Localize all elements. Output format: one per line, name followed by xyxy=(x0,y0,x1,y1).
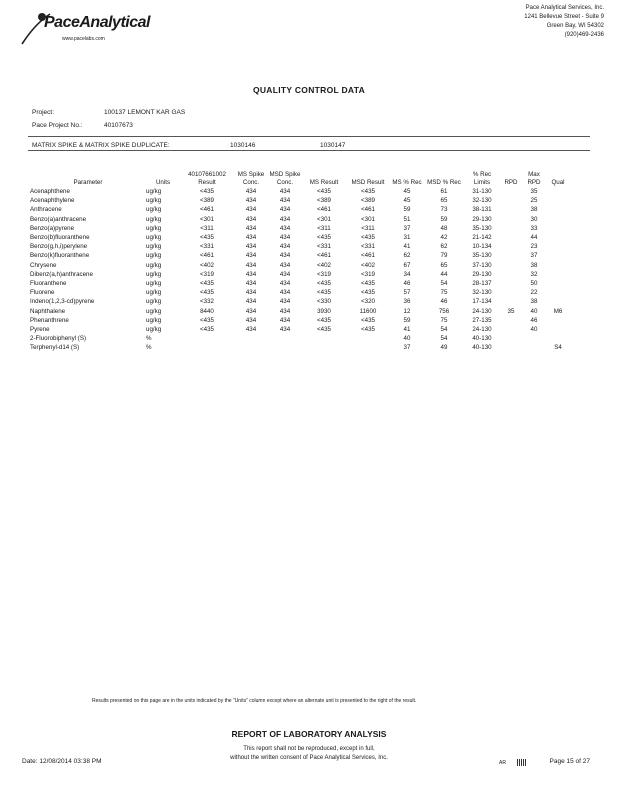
msd-id: 1030147 xyxy=(320,142,346,149)
report-date: Date: 12/08/2014 03:38 PM xyxy=(22,758,102,765)
cell-msd-spike xyxy=(268,334,302,343)
cell-ms-spike: 434 xyxy=(245,206,257,214)
cell-units: ug/kg xyxy=(146,280,162,288)
cell-ms-rec: 36 xyxy=(403,298,411,306)
cell-parameter: Indeno(1,2,3-cd)pyrene xyxy=(30,298,95,306)
cell-units: % xyxy=(146,335,152,343)
cell-msd-result: <311 xyxy=(361,224,375,232)
cell-ms-result: <435 xyxy=(317,289,331,297)
cell-msd-rec: 61 xyxy=(440,188,448,195)
column-header: MS Result xyxy=(309,179,339,186)
cell-ms-spike: 434 xyxy=(245,252,257,260)
cell-original-result: <435 xyxy=(200,280,214,288)
cell-max-rpd: 38 xyxy=(530,206,538,214)
table-row xyxy=(30,297,570,306)
cell-parameter: Benzo(a)anthracene xyxy=(30,215,87,223)
cell-msd-spike: 434 xyxy=(279,197,291,205)
cell-parameter: Chrysene xyxy=(30,261,57,269)
cell-max-rpd: 38 xyxy=(530,261,538,269)
cell-msd-result: <435 xyxy=(361,316,375,324)
cell-ms-result: <389 xyxy=(317,197,331,205)
column-header: Units xyxy=(155,179,171,186)
cell-msd-result: <435 xyxy=(361,289,375,297)
column-header: Parameter xyxy=(73,179,103,186)
cell-original-result: <435 xyxy=(200,316,214,324)
table-row xyxy=(30,334,570,343)
cell-original-result: <301 xyxy=(200,215,214,223)
cell-parameter: Terphenyl-d14 (S) xyxy=(30,344,80,352)
cell-ms-spike: 434 xyxy=(245,234,257,242)
cell-units: ug/kg xyxy=(146,188,162,195)
cell-msd-spike: 434 xyxy=(279,261,291,269)
table-row xyxy=(30,251,570,260)
address-line: 1241 Bellevue Street - Suite 9 xyxy=(524,14,604,20)
disclaimer-line: without the written consent of Pace Analytical Services, Inc. xyxy=(230,755,388,761)
cell-parameter: Pyrene xyxy=(30,326,50,334)
cell-ms-result: 3930 xyxy=(317,307,331,315)
cell-limits: 32-130 xyxy=(472,289,492,297)
cell-limits: 10-134 xyxy=(472,243,492,251)
cell-limits: 24-130 xyxy=(472,326,492,334)
cell-msd-rec: 54 xyxy=(440,326,448,334)
cell-qual xyxy=(546,196,570,205)
cell-original-result: <331 xyxy=(200,243,214,251)
cell-original-result: <435 xyxy=(200,289,214,297)
cell-rpd xyxy=(500,343,522,352)
cell-limits: 37-130 xyxy=(472,261,492,269)
cell-msd-result: <389 xyxy=(361,197,375,205)
table-row xyxy=(30,205,570,214)
cell-msd-spike: 434 xyxy=(279,270,291,278)
cell-msd-result xyxy=(346,334,390,343)
table-row xyxy=(30,343,570,352)
project-label: Project: xyxy=(32,109,55,116)
cell-msd-spike xyxy=(268,343,302,352)
cell-msd-spike: 434 xyxy=(279,224,291,232)
cell-msd-rec: 756 xyxy=(438,307,450,315)
cell-ms-rec: 37 xyxy=(403,224,411,232)
cell-rpd xyxy=(500,196,522,205)
cell-units: ug/kg xyxy=(146,289,162,297)
cell-limits: 29-130 xyxy=(472,270,492,278)
cell-ms-spike: 434 xyxy=(245,197,257,205)
cell-qual xyxy=(546,224,570,233)
cell-qual xyxy=(546,288,570,297)
cell-ms-result: <435 xyxy=(317,280,331,288)
cell-qual: M6 xyxy=(553,307,563,315)
cell-ms-spike xyxy=(234,343,268,352)
cell-original-result: <435 xyxy=(200,188,214,195)
cell-ms-rec: 12 xyxy=(403,307,411,315)
cell-original-result: <319 xyxy=(200,270,214,278)
cell-parameter: Phenanthrene xyxy=(30,316,69,324)
cell-msd-spike: 434 xyxy=(279,188,291,195)
table-row xyxy=(30,261,570,270)
cell-qual xyxy=(546,242,570,251)
table-row xyxy=(30,288,570,297)
cell-parameter: Benzo(b)fluoranthene xyxy=(30,234,90,242)
cell-ms-spike: 434 xyxy=(245,270,257,278)
cell-msd-rec: 59 xyxy=(440,215,448,223)
cell-ms-result: <461 xyxy=(317,252,331,260)
cell-ms-rec: 67 xyxy=(403,261,411,269)
column-header: Qual xyxy=(551,179,565,186)
cell-ms-result: <402 xyxy=(317,261,331,269)
cell-max-rpd xyxy=(522,343,546,352)
cell-msd-rec: 54 xyxy=(440,335,448,343)
cell-msd-rec: 62 xyxy=(440,243,448,251)
cell-msd-rec: 42 xyxy=(440,234,448,242)
table-row xyxy=(30,215,570,224)
cell-original-result: <461 xyxy=(200,252,214,260)
cell-qual xyxy=(546,334,570,343)
cell-qual xyxy=(546,261,570,270)
cell-msd-spike: 434 xyxy=(279,316,291,324)
cell-ms-rec: 51 xyxy=(403,215,411,223)
cell-parameter: Dibenz(a,h)anthracene xyxy=(30,270,93,278)
divider xyxy=(28,136,590,137)
cell-limits: 24-130 xyxy=(472,307,492,315)
cell-msd-result: <435 xyxy=(361,234,375,242)
cell-rpd xyxy=(500,205,522,214)
cell-ms-result: <435 xyxy=(317,188,331,195)
cell-original-result xyxy=(180,334,234,343)
cell-units: ug/kg xyxy=(146,197,162,205)
cell-msd-rec: 49 xyxy=(440,344,448,352)
cell-qual: S4 xyxy=(554,344,562,352)
cell-limits: 35-130 xyxy=(472,252,492,260)
cell-units: ug/kg xyxy=(146,270,162,278)
cell-ms-spike xyxy=(234,334,268,343)
cell-rpd xyxy=(500,251,522,260)
cell-msd-rec: 65 xyxy=(440,197,448,205)
cell-ms-rec: 40 xyxy=(403,335,411,343)
cell-limits: 27-135 xyxy=(472,316,492,324)
cell-msd-result: <461 xyxy=(361,252,375,260)
cell-ms-spike: 434 xyxy=(245,243,257,251)
cell-max-rpd: 35 xyxy=(530,188,538,195)
cell-units: ug/kg xyxy=(146,307,162,315)
cell-ms-result: <435 xyxy=(317,326,331,334)
cell-ms-spike: 434 xyxy=(245,316,257,324)
cell-ms-spike: 434 xyxy=(245,215,257,223)
cell-max-rpd xyxy=(522,334,546,343)
address-line: (920)469-2436 xyxy=(564,32,604,38)
cell-ms-result: <435 xyxy=(317,234,331,242)
cell-rpd xyxy=(500,334,522,343)
cell-parameter: Naphthalene xyxy=(30,307,66,315)
cell-msd-result: <320 xyxy=(361,298,375,306)
cell-qual xyxy=(546,187,570,196)
cell-ms-result xyxy=(302,343,346,352)
project-value: 100137 LEMONT KAR GAS xyxy=(104,109,186,116)
cell-msd-result: <301 xyxy=(361,215,375,223)
column-header: % Rec Limits xyxy=(472,171,492,186)
logo: PaceAnalytical xyxy=(44,14,150,31)
cell-units: ug/kg xyxy=(146,206,162,214)
cell-max-rpd: 22 xyxy=(530,289,538,297)
cell-ms-result: <319 xyxy=(317,270,331,278)
cell-units: ug/kg xyxy=(146,234,162,242)
cell-rpd: 35 xyxy=(507,307,515,315)
cell-limits: 29-130 xyxy=(472,215,492,223)
cell-ms-result: <435 xyxy=(317,316,331,324)
cell-limits: 35-130 xyxy=(472,224,492,232)
cell-ms-result: <301 xyxy=(317,215,331,223)
cell-units: ug/kg xyxy=(146,215,162,223)
cell-msd-spike: 434 xyxy=(279,289,291,297)
table-row xyxy=(30,307,570,316)
cell-msd-result: <435 xyxy=(361,280,375,288)
pace-project-value: 40107673 xyxy=(104,122,133,129)
table-row xyxy=(30,279,570,288)
logo-url: www.pacelabs.com xyxy=(62,36,105,42)
cell-units: ug/kg xyxy=(146,252,162,260)
cell-limits: 40-130 xyxy=(472,344,492,352)
cell-ms-spike: 434 xyxy=(245,289,257,297)
cell-parameter: Fluorene xyxy=(30,289,55,297)
cell-original-result: <435 xyxy=(200,234,214,242)
table-row xyxy=(30,316,570,325)
address-line: Green Bay, WI 54302 xyxy=(546,23,604,29)
cell-msd-rec: 73 xyxy=(440,206,448,214)
table-row xyxy=(30,196,570,205)
cell-msd-spike: 434 xyxy=(279,307,291,315)
cell-msd-spike: 434 xyxy=(279,280,291,288)
column-header: MSD Result xyxy=(351,179,385,186)
cell-ms-rec: 45 xyxy=(403,188,411,195)
cell-qual xyxy=(546,279,570,288)
address-line: Pace Analytical Services, Inc. xyxy=(525,5,604,11)
cell-ms-spike: 434 xyxy=(245,307,257,315)
lab-address xyxy=(524,4,604,40)
cell-max-rpd: 32 xyxy=(530,270,538,278)
cell-rpd xyxy=(500,316,522,325)
qc-table xyxy=(30,163,570,353)
cell-ms-rec: 59 xyxy=(403,316,411,324)
cell-original-result: <461 xyxy=(200,206,214,214)
cell-rpd xyxy=(500,242,522,251)
cell-parameter: 2-Fluorobiphenyl (S) xyxy=(30,335,87,343)
cell-max-rpd: 23 xyxy=(530,243,538,251)
report-title: REPORT OF LABORATORY ANALYSIS xyxy=(231,729,387,739)
cell-ms-spike: 434 xyxy=(245,298,257,306)
cell-max-rpd: 40 xyxy=(530,307,538,315)
cell-original-result: <435 xyxy=(200,326,214,334)
cell-msd-result: <435 xyxy=(361,188,375,195)
cell-msd-result: <331 xyxy=(361,243,375,251)
cell-qual xyxy=(546,316,570,325)
column-header: MSD Spike Conc. xyxy=(269,171,301,186)
cell-msd-rec: 75 xyxy=(440,289,448,297)
cell-msd-result: <319 xyxy=(361,270,375,278)
cell-ms-spike: 434 xyxy=(245,261,257,269)
table-row xyxy=(30,242,570,251)
cell-rpd xyxy=(500,261,522,270)
column-header: MSD % Rec xyxy=(427,179,461,186)
cell-msd-spike: 434 xyxy=(279,298,291,306)
cell-rpd xyxy=(500,224,522,233)
cell-ms-spike: 434 xyxy=(245,188,257,195)
cell-qual xyxy=(546,233,570,242)
cell-msd-spike: 434 xyxy=(279,252,291,260)
cell-qual xyxy=(546,215,570,224)
cell-ms-rec: 62 xyxy=(403,252,411,260)
cell-original-result: <311 xyxy=(200,224,214,232)
cell-rpd xyxy=(500,297,522,306)
cell-msd-spike: 434 xyxy=(279,215,291,223)
cell-msd-rec: 75 xyxy=(440,316,448,324)
cell-ms-rec: 57 xyxy=(403,289,411,297)
cell-max-rpd: 50 xyxy=(530,280,538,288)
cell-msd-result: <461 xyxy=(361,206,375,214)
cell-ms-result xyxy=(302,334,346,343)
cell-msd-spike: 434 xyxy=(279,206,291,214)
column-header: MS Spike Conc. xyxy=(237,171,265,186)
ms-id: 1030146 xyxy=(230,142,256,149)
page-number: Page 15 of 27 xyxy=(549,758,590,765)
cell-msd-rec: 65 xyxy=(440,261,448,269)
cell-original-result: <389 xyxy=(200,197,214,205)
matrix-label: MATRIX SPIKE & MATRIX SPIKE DUPLICATE: xyxy=(32,142,170,149)
cell-ms-result: <311 xyxy=(317,224,331,232)
cell-max-rpd: 46 xyxy=(530,316,538,324)
pace-project-label: Pace Project No.: xyxy=(32,122,83,129)
cell-original-result: <402 xyxy=(200,261,214,269)
cell-msd-spike: 434 xyxy=(279,243,291,251)
cell-qual xyxy=(546,270,570,279)
cell-max-rpd: 37 xyxy=(530,252,538,260)
cell-msd-result: <435 xyxy=(361,326,375,334)
cell-msd-result: <402 xyxy=(361,261,375,269)
cell-limits: 28-137 xyxy=(472,280,492,288)
cell-limits: 38-131 xyxy=(472,206,492,214)
cell-parameter: Acenaphthylene xyxy=(30,197,75,205)
cell-units: ug/kg xyxy=(146,224,162,232)
column-header: MS % Rec xyxy=(392,179,422,186)
divider xyxy=(28,150,590,151)
cell-msd-result: 11600 xyxy=(359,307,377,315)
column-header: 40107661002 Result xyxy=(188,171,226,186)
cell-rpd xyxy=(500,325,522,334)
cell-ms-result: <331 xyxy=(317,243,331,251)
cell-ms-result: <330 xyxy=(317,298,331,306)
cell-limits: 31-130 xyxy=(472,188,492,195)
cell-ms-rec: 37 xyxy=(403,344,411,352)
cell-parameter: Benzo(a)pyrene xyxy=(30,224,75,232)
cell-ms-rec: 45 xyxy=(403,197,411,205)
cell-limits: 32-130 xyxy=(472,197,492,205)
table-row xyxy=(30,325,570,334)
cell-qual xyxy=(546,251,570,260)
cell-ms-result: <461 xyxy=(317,206,331,214)
cell-max-rpd: 33 xyxy=(530,224,538,232)
cell-units: ug/kg xyxy=(146,261,162,269)
cell-max-rpd: 25 xyxy=(530,197,538,205)
ar-mark: AR xyxy=(499,760,506,766)
cell-max-rpd: 30 xyxy=(530,215,538,223)
cell-ms-rec: 46 xyxy=(403,280,411,288)
cell-ms-rec: 41 xyxy=(403,243,411,251)
cell-rpd xyxy=(500,288,522,297)
cell-units: ug/kg xyxy=(146,316,162,324)
cell-ms-spike: 434 xyxy=(245,280,257,288)
cell-max-rpd: 40 xyxy=(530,326,538,334)
cell-rpd xyxy=(500,187,522,196)
cell-qual xyxy=(546,205,570,214)
cell-max-rpd: 44 xyxy=(530,234,538,242)
cell-parameter: Benzo(k)fluoranthene xyxy=(30,252,90,260)
cell-original-result: <332 xyxy=(200,298,214,306)
cell-limits: 21-142 xyxy=(472,234,492,242)
table-row xyxy=(30,187,570,196)
column-header: RPD xyxy=(504,179,518,186)
cell-limits: 17-134 xyxy=(472,298,492,306)
table-row xyxy=(30,270,570,279)
cell-parameter: Anthracene xyxy=(30,206,62,214)
cell-msd-result xyxy=(346,343,390,352)
cell-ms-spike: 434 xyxy=(245,224,257,232)
cell-rpd xyxy=(500,279,522,288)
column-header: Max RPD xyxy=(527,171,541,186)
cell-units: % xyxy=(146,344,152,352)
cell-rpd xyxy=(500,233,522,242)
cell-rpd xyxy=(500,270,522,279)
cell-ms-spike: 434 xyxy=(245,326,257,334)
cell-msd-rec: 79 xyxy=(440,252,448,260)
cell-limits: 40-130 xyxy=(472,335,492,343)
cell-ms-rec: 59 xyxy=(403,206,411,214)
cell-parameter: Benzo(g,h,i)perylene xyxy=(30,243,88,251)
cell-msd-rec: 44 xyxy=(440,270,448,278)
cell-max-rpd: 38 xyxy=(530,298,538,306)
page-title: QUALITY CONTROL DATA xyxy=(252,85,366,95)
cell-ms-rec: 41 xyxy=(403,326,411,334)
footnote: Results presented on this page are in the units indicated by the "Units" column except where an alternate unit is presented to the right of the result. xyxy=(92,698,417,704)
table-header-row xyxy=(30,163,570,187)
cell-ms-rec: 34 xyxy=(403,270,411,278)
cell-parameter: Acenaphthene xyxy=(30,188,70,195)
table-row xyxy=(30,233,570,242)
cell-units: ug/kg xyxy=(146,298,162,306)
cell-msd-rec: 48 xyxy=(440,224,448,232)
cell-units: ug/kg xyxy=(146,243,162,251)
cell-units: ug/kg xyxy=(146,326,162,334)
cell-qual xyxy=(546,297,570,306)
cell-msd-spike: 434 xyxy=(279,326,291,334)
cell-original-result: 8440 xyxy=(200,307,214,315)
cell-parameter: Fluoranthene xyxy=(30,280,67,288)
cell-msd-rec: 54 xyxy=(440,280,448,288)
table-row xyxy=(30,224,570,233)
cell-rpd xyxy=(500,215,522,224)
cell-original-result xyxy=(180,343,234,352)
barcode-icon xyxy=(517,759,527,766)
cell-ms-rec: 31 xyxy=(403,234,411,242)
cell-msd-rec: 46 xyxy=(440,298,448,306)
cell-msd-spike: 434 xyxy=(279,234,291,242)
cell-qual xyxy=(546,325,570,334)
disclaimer-line: This report shall not be reproduced, except in full, xyxy=(243,746,375,752)
